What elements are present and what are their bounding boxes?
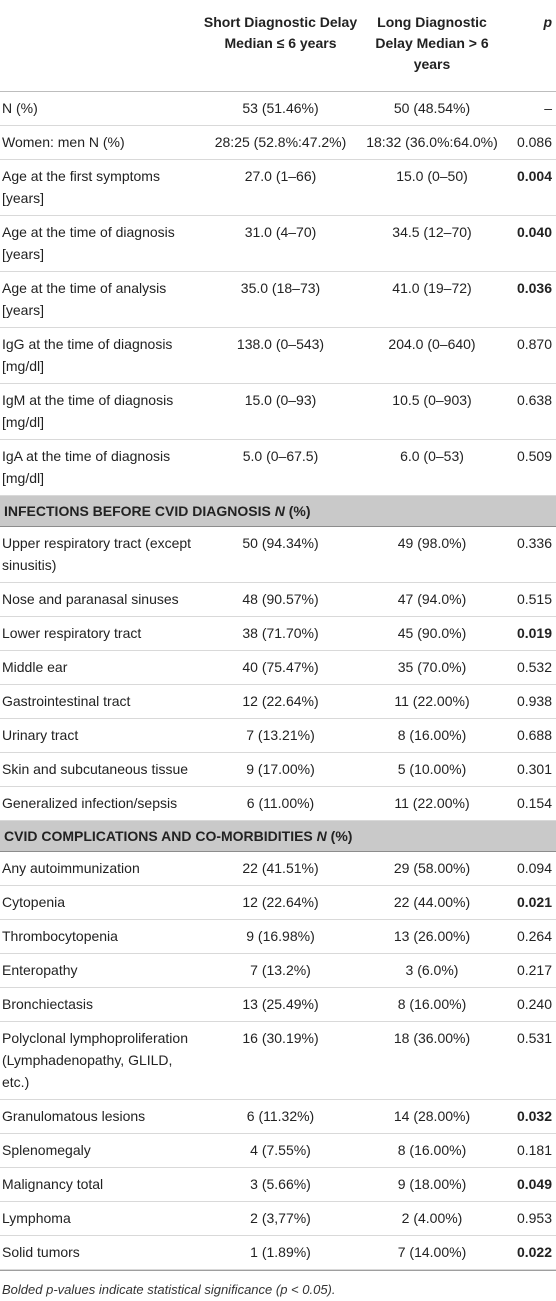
- table-body: [0, 92, 556, 1270]
- long-delay-value: 11 (22.00%): [361, 685, 503, 719]
- long-delay-value: 18 (36.00%): [361, 1022, 503, 1100]
- table-row: [0, 852, 556, 886]
- section-title: [0, 496, 556, 527]
- long-delay-value: 14 (28.00%): [361, 1100, 503, 1134]
- section-title-tail: (%): [284, 503, 311, 519]
- long-delay-value: 13 (26.00%): [361, 920, 503, 954]
- long-delay-value: 9 (18.00%): [361, 1168, 503, 1202]
- short-delay-value: 16 (30.19%): [200, 1022, 361, 1100]
- long-delay-value: 49 (98.0%): [361, 527, 503, 583]
- short-delay-value: 40 (75.47%): [200, 651, 361, 685]
- section-title-italic: N: [274, 503, 285, 519]
- table-row: [0, 216, 556, 272]
- row-label: IgA at the time of diagnosis [mg/dl]: [0, 440, 200, 496]
- table-row: [0, 651, 556, 685]
- p-value: 0.181: [503, 1134, 556, 1168]
- table-row: [0, 886, 556, 920]
- section-title: [0, 821, 556, 852]
- p-value: 0.094: [503, 852, 556, 886]
- table-row: [0, 719, 556, 753]
- p-value: 0.240: [503, 988, 556, 1022]
- long-delay-value: 10.5 (0–903): [361, 384, 503, 440]
- p-value: 0.509: [503, 440, 556, 496]
- table-row: [0, 787, 556, 821]
- p-value: 0.688: [503, 719, 556, 753]
- long-delay-value: 35 (70.0%): [361, 651, 503, 685]
- p-value: 0.049: [503, 1168, 556, 1202]
- table-footnote: Bolded p-values indicate statistical significance (p < 0.05).: [0, 1270, 556, 1301]
- row-label: Upper respiratory tract (except sinusitis): [0, 527, 200, 583]
- short-delay-value: 6 (11.32%): [200, 1100, 361, 1134]
- long-delay-value: 34.5 (12–70): [361, 216, 503, 272]
- long-delay-value: 3 (6.0%): [361, 954, 503, 988]
- row-label: Skin and subcutaneous tissue: [0, 753, 200, 787]
- short-delay-value: 12 (22.64%): [200, 886, 361, 920]
- table-row: [0, 328, 556, 384]
- p-value: 0.086: [503, 126, 556, 160]
- long-delay-value: 11 (22.00%): [361, 787, 503, 821]
- table-header: [0, 0, 556, 92]
- long-delay-value: 18:32 (36.0%:64.0%): [361, 126, 503, 160]
- p-value: 0.036: [503, 272, 556, 328]
- long-delay-value: 45 (90.0%): [361, 617, 503, 651]
- long-delay-value: 15.0 (0–50): [361, 160, 503, 216]
- row-label: Malignancy total: [0, 1168, 200, 1202]
- table-row: [0, 988, 556, 1022]
- row-label: Granulomatous lesions: [0, 1100, 200, 1134]
- p-value: 0.217: [503, 954, 556, 988]
- p-value: 0.938: [503, 685, 556, 719]
- short-delay-value: 28:25 (52.8%:47.2%): [200, 126, 361, 160]
- short-delay-value: 12 (22.64%): [200, 685, 361, 719]
- row-label: Cytopenia: [0, 886, 200, 920]
- row-label: Bronchiectasis: [0, 988, 200, 1022]
- p-value: 0.953: [503, 1202, 556, 1236]
- table-row: [0, 1236, 556, 1270]
- table-row: [0, 440, 556, 496]
- section-title-text: INFECTIONS BEFORE CVID DIAGNOSIS: [4, 503, 275, 519]
- row-label: Middle ear: [0, 651, 200, 685]
- row-label: Enteropathy: [0, 954, 200, 988]
- row-label: IgM at the time of diagnosis [mg/dl]: [0, 384, 200, 440]
- short-delay-value: 138.0 (0–543): [200, 328, 361, 384]
- table-row: [0, 384, 556, 440]
- long-delay-value: 8 (16.00%): [361, 1134, 503, 1168]
- short-delay-value: 50 (94.34%): [200, 527, 361, 583]
- table-row: [0, 92, 556, 126]
- long-delay-value: 2 (4.00%): [361, 1202, 503, 1236]
- row-label: Gastrointestinal tract: [0, 685, 200, 719]
- long-delay-value: 8 (16.00%): [361, 719, 503, 753]
- header-short-delay: Short Diagnostic Delay Median ≤ 6 years: [200, 0, 361, 92]
- short-delay-value: 31.0 (4–70): [200, 216, 361, 272]
- table-row: [0, 1168, 556, 1202]
- short-delay-value: 2 (3,77%): [200, 1202, 361, 1236]
- table-row: [0, 160, 556, 216]
- short-delay-value: 27.0 (1–66): [200, 160, 361, 216]
- short-delay-value: 7 (13.2%): [200, 954, 361, 988]
- row-label: Polyclonal lymphoproliferation (Lymphadenopathy, GLILD, etc.): [0, 1022, 200, 1100]
- section-header-row: [0, 821, 556, 852]
- table-row: [0, 527, 556, 583]
- row-label: Urinary tract: [0, 719, 200, 753]
- long-delay-value: 29 (58.00%): [361, 852, 503, 886]
- p-value: 0.032: [503, 1100, 556, 1134]
- header-long-delay: Long Diagnostic Delay Median > 6 years: [361, 0, 503, 92]
- row-label: Generalized infection/sepsis: [0, 787, 200, 821]
- p-value: 0.531: [503, 1022, 556, 1100]
- short-delay-value: 7 (13.21%): [200, 719, 361, 753]
- long-delay-value: 8 (16.00%): [361, 988, 503, 1022]
- short-delay-value: 13 (25.49%): [200, 988, 361, 1022]
- table-row: [0, 1100, 556, 1134]
- p-value: 0.264: [503, 920, 556, 954]
- p-value: 0.515: [503, 583, 556, 617]
- p-value: 0.336: [503, 527, 556, 583]
- p-value: 0.021: [503, 886, 556, 920]
- short-delay-value: 4 (7.55%): [200, 1134, 361, 1168]
- p-value: 0.022: [503, 1236, 556, 1270]
- table-row: [0, 583, 556, 617]
- p-value: 0.870: [503, 328, 556, 384]
- row-label: Solid tumors: [0, 1236, 200, 1270]
- p-value: 0.019: [503, 617, 556, 651]
- short-delay-value: 5.0 (0–67.5): [200, 440, 361, 496]
- short-delay-value: 48 (90.57%): [200, 583, 361, 617]
- row-label: N (%): [0, 92, 200, 126]
- p-value: 0.004: [503, 160, 556, 216]
- p-value: 0.532: [503, 651, 556, 685]
- row-label: Age at the time of diagnosis [years]: [0, 216, 200, 272]
- table-row: [0, 272, 556, 328]
- header-p-value: p: [503, 0, 556, 92]
- row-label: Age at the time of analysis [years]: [0, 272, 200, 328]
- table-row: [0, 954, 556, 988]
- short-delay-value: 35.0 (18–73): [200, 272, 361, 328]
- section-header-row: [0, 496, 556, 527]
- short-delay-value: 53 (51.46%): [200, 92, 361, 126]
- row-label: Thrombocytopenia: [0, 920, 200, 954]
- row-label: Age at the first symptoms [years]: [0, 160, 200, 216]
- long-delay-value: 5 (10.00%): [361, 753, 503, 787]
- p-value: 0.154: [503, 787, 556, 821]
- table-row: [0, 617, 556, 651]
- table-row: [0, 1022, 556, 1100]
- long-delay-value: 41.0 (19–72): [361, 272, 503, 328]
- long-delay-value: 204.0 (0–640): [361, 328, 503, 384]
- p-value: –: [503, 92, 556, 126]
- short-delay-value: 22 (41.51%): [200, 852, 361, 886]
- p-value: 0.638: [503, 384, 556, 440]
- row-label: Lymphoma: [0, 1202, 200, 1236]
- short-delay-value: 1 (1.89%): [200, 1236, 361, 1270]
- table-row: [0, 920, 556, 954]
- long-delay-value: 7 (14.00%): [361, 1236, 503, 1270]
- long-delay-value: 22 (44.00%): [361, 886, 503, 920]
- p-value: 0.040: [503, 216, 556, 272]
- table-row: [0, 1202, 556, 1236]
- long-delay-value: 6.0 (0–53): [361, 440, 503, 496]
- row-label: Nose and paranasal sinuses: [0, 583, 200, 617]
- row-label: Lower respiratory tract: [0, 617, 200, 651]
- table-row: [0, 1134, 556, 1168]
- long-delay-value: 47 (94.0%): [361, 583, 503, 617]
- section-title-tail: (%): [326, 828, 353, 844]
- short-delay-value: 3 (5.66%): [200, 1168, 361, 1202]
- row-label: Splenomegaly: [0, 1134, 200, 1168]
- row-label: Women: men N (%): [0, 126, 200, 160]
- short-delay-value: 9 (16.98%): [200, 920, 361, 954]
- table-row: [0, 685, 556, 719]
- short-delay-value: 38 (71.70%): [200, 617, 361, 651]
- section-title-text: CVID COMPLICATIONS AND CO-MORBIDITIES: [4, 828, 317, 844]
- table-row: [0, 126, 556, 160]
- row-label: IgG at the time of diagnosis [mg/dl]: [0, 328, 200, 384]
- short-delay-value: 6 (11.00%): [200, 787, 361, 821]
- p-value: 0.301: [503, 753, 556, 787]
- table-row: [0, 753, 556, 787]
- short-delay-value: 15.0 (0–93): [200, 384, 361, 440]
- short-delay-value: 9 (17.00%): [200, 753, 361, 787]
- header-row: [0, 0, 556, 92]
- header-label-column: [0, 0, 200, 92]
- section-title-italic: N: [316, 828, 327, 844]
- long-delay-value: 50 (48.54%): [361, 92, 503, 126]
- row-label: Any autoimmunization: [0, 852, 200, 886]
